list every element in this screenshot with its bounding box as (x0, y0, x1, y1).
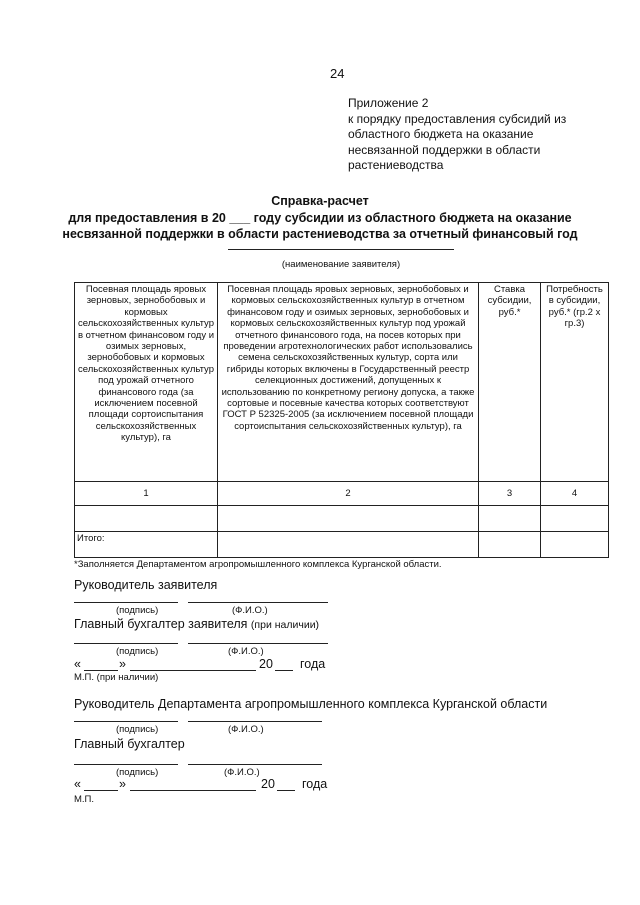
date-year-line[interactable] (277, 790, 295, 791)
signature-caption: (подпись) (116, 724, 159, 735)
header-col-4: Потребность в субсидии, руб.* (гр.2 х гр.3) (541, 283, 609, 482)
fio-caption: (Ф.И.О.) (224, 767, 260, 778)
document-subtitle-line-1: для предоставления в 20 ___ году субсидии из областного бюджета на оказание (68, 211, 572, 225)
fio-line[interactable] (188, 721, 322, 722)
fio-caption: (Ф.И.О.) (228, 724, 264, 735)
table-number-row (75, 482, 609, 506)
signature-caption: (подпись) (116, 605, 159, 616)
fio-line[interactable] (188, 643, 328, 644)
year-suffix: года (302, 777, 328, 791)
fio-line[interactable] (188, 602, 328, 603)
col-number-3: 3 (479, 482, 541, 506)
appendix-line: несвязанной поддержки в области (348, 142, 541, 157)
col-number-4: 4 (541, 482, 609, 506)
date-day-line[interactable] (84, 790, 118, 791)
appendix-line: областного бюджета на оказание (348, 127, 534, 141)
total-label: Итого: (75, 532, 218, 558)
table-cell[interactable] (479, 532, 541, 558)
applicant-accountant-label (74, 617, 319, 631)
table-cell[interactable] (479, 506, 541, 532)
year-suffix: года (300, 657, 326, 671)
department-head-label: Руководитель Департамента агропромышленного комплекса Курганской области (74, 697, 548, 711)
stamp-label: М.П. (74, 794, 95, 805)
applicant-head-label: Руководитель заявителя (74, 578, 218, 592)
date-day-line[interactable] (84, 670, 118, 671)
appendix-block (348, 96, 618, 174)
date-month-line[interactable] (130, 790, 256, 791)
col-number-1: 1 (75, 482, 218, 506)
fio-caption: (Ф.И.О.) (232, 605, 268, 616)
date-close-quote: » (119, 777, 126, 791)
table-cell[interactable] (218, 506, 479, 532)
stamp-label: М.П. (при наличии) (74, 672, 159, 683)
signature-line[interactable] (74, 764, 178, 765)
date-open-quote: « (74, 657, 81, 671)
table-header-row (75, 283, 609, 482)
date-year-line[interactable] (275, 670, 293, 671)
footnote: *Заполняется Департаментом агропромышленного комплекса Курганской области. (74, 559, 442, 570)
date-open-quote: « (74, 777, 81, 791)
fio-line[interactable] (188, 764, 322, 765)
document-title: Справка-расчет (271, 194, 369, 208)
signature-caption: (подпись) (116, 767, 159, 778)
appendix-title: Приложение 2 (348, 96, 429, 110)
header-col-2: Посевная площадь яровых зерновых, зернобобовых и кормовых сельскохозяйственных культур в отчетном финансовом году и озимых зерновых, зернобобовых и кормовых сельскохозяйственных культур под урожай отчетного финансового года, на посев которых при проведении агротехнологических работ использовались семена сельскохозяйственных культур, сорта или гибриды которых включены в Государственный реестр селекционных достижений, допущенных к использованию по конкретному региону допуска, а также сортовые и посевные качества которых соответствуют ГОСТ Р 52325-2005 (за исключением посевной площади сортоиспытания сельскохозяйственных культур), га (218, 283, 479, 482)
table-cell[interactable] (541, 506, 609, 532)
header-col-1: Посевная площадь яровых зерновых, зернобобовых и кормовых сельскохозяйственных культур в отчетном финансовом году и озимых зерновых, зернобобовых и кормовых сельскохозяйственных культур под урожай отчетного финансового года (за исключением посевной площади сортоиспытания сельскохозяйственных культур), га (75, 283, 218, 482)
year-prefix: 20 (259, 657, 273, 671)
applicant-name-caption: (наименование заявителя) (281, 259, 401, 270)
fio-caption: (Ф.И.О.) (228, 646, 264, 657)
subsidy-table (74, 282, 609, 558)
signature-line[interactable] (74, 643, 178, 644)
table-row (75, 506, 609, 532)
department-accountant-label: Главный бухгалтер (74, 737, 185, 751)
table-total-row (75, 532, 609, 558)
date-month-line[interactable] (130, 670, 256, 671)
signature-line[interactable] (74, 721, 178, 722)
table-cell[interactable] (75, 506, 218, 532)
applicant-name-line (228, 249, 454, 250)
year-prefix: 20 (261, 777, 275, 791)
appendix-line: к порядку предоставления субсидий из (348, 111, 567, 126)
signature-caption: (подпись) (116, 646, 159, 657)
accountant-note: (при наличии) (250, 619, 320, 631)
table-cell[interactable] (218, 532, 479, 558)
accountant-label-text: Главный бухгалтер заявителя (74, 617, 248, 631)
document-subtitle-line-2: несвязанной поддержки в области растениеводства за отчетный финансовый год (62, 227, 578, 241)
header-col-3: Ставка субсидии, руб.* (479, 283, 541, 482)
table-cell[interactable] (541, 532, 609, 558)
page-number: 24 (330, 66, 345, 81)
col-number-2: 2 (218, 482, 479, 506)
appendix-line: растениеводства (348, 158, 444, 172)
date-close-quote: » (119, 657, 126, 671)
signature-line[interactable] (74, 602, 178, 603)
